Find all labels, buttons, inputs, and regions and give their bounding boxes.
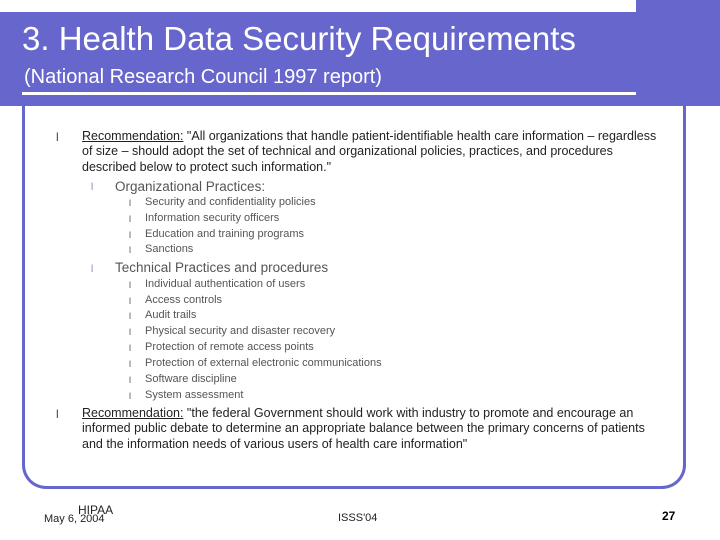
bullet-icon: l <box>129 198 131 208</box>
footer-venue: ISSS'04 <box>338 512 378 524</box>
list-item: Software discipline <box>145 373 237 385</box>
list-item: Individual authentication of users <box>145 278 306 290</box>
bullet-icon: l <box>129 359 131 369</box>
list-item: Education and training programs <box>145 228 304 240</box>
bullet-icon: l <box>91 264 94 275</box>
bullet-icon: l <box>129 343 131 353</box>
list-item: Information security officers <box>145 212 280 224</box>
list-item: Security and confidentiality policies <box>145 196 316 208</box>
recommendation-1 <box>82 129 660 175</box>
bullet-icon: l <box>56 407 59 421</box>
list-item: Access controls <box>145 294 223 306</box>
bullet-icon: l <box>129 280 131 290</box>
list-item: Physical security and disaster recovery <box>145 325 336 337</box>
bullet-icon: l <box>129 375 131 385</box>
page-number: 27 <box>662 509 676 523</box>
footer-org: HIPAA <box>78 503 114 517</box>
organizational-heading: Organizational Practices: <box>115 179 266 194</box>
title-underline <box>22 92 636 95</box>
list-item: Audit trails <box>145 309 197 321</box>
bullet-icon: l <box>129 296 131 306</box>
list-item: Protection of external electronic communications <box>145 357 382 369</box>
list-item: Protection of remote access points <box>145 341 314 353</box>
slide-subtitle: (National Research Council 1997 report) <box>24 66 382 88</box>
header-notch <box>636 0 720 12</box>
list-item: System assessment <box>145 389 244 401</box>
bullet-icon: l <box>129 311 131 321</box>
bullet-icon: l <box>129 245 131 255</box>
recommendation-label: Recommendation: <box>82 406 184 420</box>
recommendation-text: "All organizations that handle patient-identifiable health care information – regardless of size – should adopt the set of technical and organizational policies, practices, and procedures described below to protect such information." <box>82 129 657 174</box>
list-item: Sanctions <box>145 243 194 255</box>
footer-date: May 6, 2004 <box>44 513 105 525</box>
bullet-icon: l <box>129 391 131 401</box>
technical-heading: Technical Practices and procedures <box>115 260 329 275</box>
bullet-icon: l <box>129 230 131 240</box>
bullet-icon: l <box>129 327 131 337</box>
recommendation-2 <box>82 406 660 452</box>
slide-title: 3. Health Data Security Requirements <box>22 20 576 57</box>
recommendation-text: "the federal Government should work with industry to promote and encourage an informed public debate to determine an appropriate balance between the primary concerns of patients and the information needs of various users of health care information" <box>82 406 645 451</box>
bullet-icon: l <box>129 214 131 224</box>
bullet-icon: l <box>91 182 94 193</box>
recommendation-label: Recommendation: <box>82 129 184 143</box>
bullet-icon: l <box>56 130 59 144</box>
